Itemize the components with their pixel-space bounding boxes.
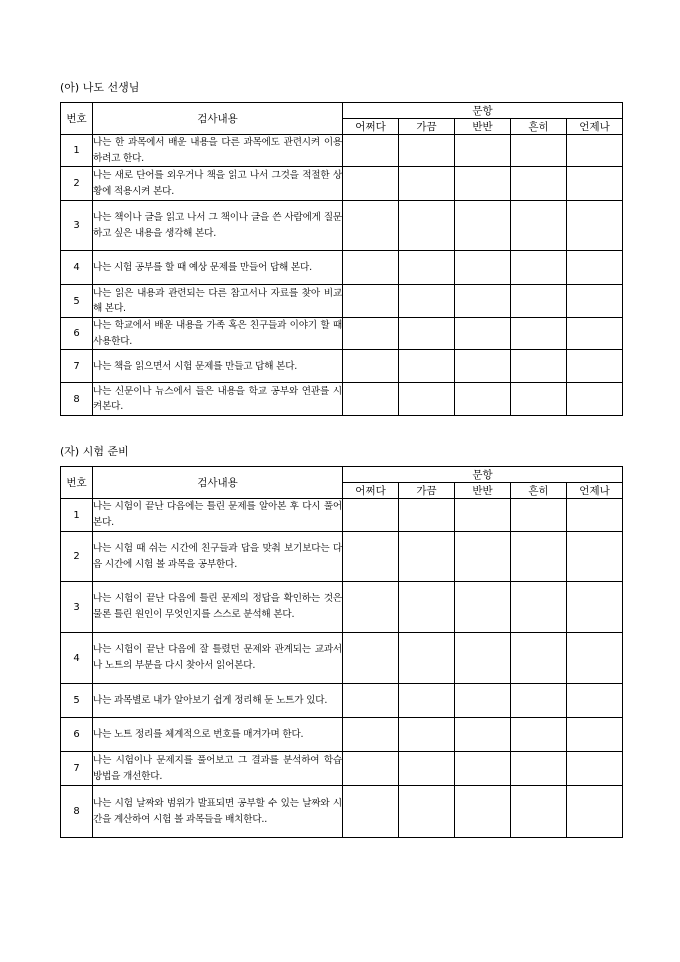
row-number: 5 xyxy=(61,684,93,718)
row-content: 나는 시험이 끝난 다음에는 틀린 문제를 알아본 후 다시 풀어 본다. xyxy=(93,499,343,532)
table-row xyxy=(61,684,623,718)
answer-cell-half[interactable] xyxy=(455,633,511,684)
row-number: 6 xyxy=(61,718,93,752)
header-option-always: 언제나 xyxy=(567,119,623,135)
answer-cell-always[interactable] xyxy=(567,285,623,318)
answer-cell-rarely[interactable] xyxy=(343,167,399,201)
row-content: 나는 시험 때 쉬는 시간에 친구들과 답을 맞춰 보기보다는 다음 시간에 시험 볼 과목을 공부한다. xyxy=(93,532,343,582)
answer-cell-always[interactable] xyxy=(567,684,623,718)
answer-cell-often[interactable] xyxy=(511,201,567,251)
row-content: 나는 시험 날짜와 범위가 발표되면 공부할 수 있는 날짜와 시간을 계산하여 시험 볼 과목들을 배치한다.. xyxy=(93,786,343,838)
section-title: (자) 시험 준비 xyxy=(60,445,129,458)
answer-cell-rarely[interactable] xyxy=(343,752,399,786)
answer-cell-always[interactable] xyxy=(567,201,623,251)
row-number: 1 xyxy=(61,499,93,532)
answer-cell-always[interactable] xyxy=(567,318,623,350)
answer-cell-often[interactable] xyxy=(511,582,567,633)
answer-cell-half[interactable] xyxy=(455,582,511,633)
header-option-sometimes: 가끔 xyxy=(399,483,455,499)
table-row xyxy=(61,135,623,167)
header-content: 검사내용 xyxy=(93,467,343,499)
answer-cell-sometimes[interactable] xyxy=(399,684,455,718)
answer-cell-always[interactable] xyxy=(567,350,623,383)
answer-cell-rarely[interactable] xyxy=(343,684,399,718)
answer-cell-half[interactable] xyxy=(455,285,511,318)
answer-cell-sometimes[interactable] xyxy=(399,135,455,167)
answer-cell-sometimes[interactable] xyxy=(399,499,455,532)
table-row xyxy=(61,285,623,318)
answer-cell-rarely[interactable] xyxy=(343,350,399,383)
answer-cell-often[interactable] xyxy=(511,383,567,416)
answer-cell-often[interactable] xyxy=(511,752,567,786)
table-row xyxy=(61,532,623,582)
answer-cell-always[interactable] xyxy=(567,499,623,532)
answer-cell-sometimes[interactable] xyxy=(399,582,455,633)
answer-cell-half[interactable] xyxy=(455,251,511,285)
answer-cell-half[interactable] xyxy=(455,201,511,251)
table-row xyxy=(61,633,623,684)
answer-cell-always[interactable] xyxy=(567,135,623,167)
section-title: (아) 나도 선생님 xyxy=(60,81,140,94)
answer-cell-rarely[interactable] xyxy=(343,633,399,684)
row-content: 나는 신문이나 뉴스에서 들은 내용을 학교 공부와 연관를 시켜본다. xyxy=(93,383,343,416)
table-row xyxy=(61,201,623,251)
row-content: 나는 시험 공부를 할 때 예상 문제를 만들어 답해 본다. xyxy=(93,251,343,285)
answer-cell-rarely[interactable] xyxy=(343,582,399,633)
answer-cell-rarely[interactable] xyxy=(343,201,399,251)
row-content: 나는 시험이 끝난 다음에 틀린 문제의 정답을 확인하는 것은 물론 틀린 원인이 무엇인지를 스스로 분석해 본다. xyxy=(93,582,343,633)
header-option-sometimes: 가끔 xyxy=(399,119,455,135)
header-items: 문항 xyxy=(343,467,623,483)
answer-cell-sometimes[interactable] xyxy=(399,786,455,838)
table-row xyxy=(61,318,623,350)
answer-cell-often[interactable] xyxy=(511,350,567,383)
answer-cell-always[interactable] xyxy=(567,167,623,201)
survey-table xyxy=(60,466,623,838)
answer-cell-rarely[interactable] xyxy=(343,135,399,167)
row-number: 3 xyxy=(61,201,93,251)
header-option-rarely: 어쩌다 xyxy=(343,483,399,499)
row-content: 나는 새로 단어를 외우거나 책을 읽고 나서 그것을 적절한 상황에 적용시켜 본다. xyxy=(93,167,343,201)
row-number: 2 xyxy=(61,167,93,201)
table-row xyxy=(61,251,623,285)
answer-cell-half[interactable] xyxy=(455,350,511,383)
answer-cell-often[interactable] xyxy=(511,718,567,752)
answer-cell-sometimes[interactable] xyxy=(399,251,455,285)
table-row xyxy=(61,752,623,786)
answer-cell-half[interactable] xyxy=(455,499,511,532)
answer-cell-sometimes[interactable] xyxy=(399,350,455,383)
section-siheom-junbi xyxy=(60,444,622,838)
answer-cell-rarely[interactable] xyxy=(343,786,399,838)
table-row xyxy=(61,383,623,416)
table-row xyxy=(61,786,623,838)
answer-cell-often[interactable] xyxy=(511,167,567,201)
header-option-always: 언제나 xyxy=(567,483,623,499)
answer-cell-always[interactable] xyxy=(567,383,623,416)
row-content: 나는 책을 읽으면서 시험 문제를 만들고 답해 본다. xyxy=(93,350,343,383)
row-number: 4 xyxy=(61,633,93,684)
row-content: 나는 시험이나 문제지를 풀어보고 그 결과를 분석하여 학습 방법을 개선한다. xyxy=(93,752,343,786)
answer-cell-always[interactable] xyxy=(567,786,623,838)
row-number: 5 xyxy=(61,285,93,318)
answer-cell-half[interactable] xyxy=(455,532,511,582)
answer-cell-half[interactable] xyxy=(455,718,511,752)
answer-cell-half[interactable] xyxy=(455,383,511,416)
answer-cell-rarely[interactable] xyxy=(343,383,399,416)
row-content: 나는 한 과목에서 배운 내용을 다른 과목에도 관련시켜 이용하려고 한다. xyxy=(93,135,343,167)
answer-cell-always[interactable] xyxy=(567,718,623,752)
answer-cell-always[interactable] xyxy=(567,532,623,582)
answer-cell-often[interactable] xyxy=(511,251,567,285)
answer-cell-sometimes[interactable] xyxy=(399,318,455,350)
answer-cell-half[interactable] xyxy=(455,135,511,167)
header-number: 번호 xyxy=(61,103,93,135)
row-content: 나는 책이나 글을 읽고 나서 그 책이나 글을 쓴 사람에게 질문하고 싶은 내용을 생각해 본다. xyxy=(93,201,343,251)
survey-table xyxy=(60,102,623,416)
section-na-do-seonsaengnim xyxy=(60,80,622,416)
row-content: 나는 노트 정리를 체계적으로 번호를 매겨가며 한다. xyxy=(93,718,343,752)
header-option-often: 흔히 xyxy=(511,119,567,135)
header-content: 검사내용 xyxy=(93,103,343,135)
answer-cell-half[interactable] xyxy=(455,786,511,838)
header-option-often: 흔히 xyxy=(511,483,567,499)
header-option-rarely: 어쩌다 xyxy=(343,119,399,135)
answer-cell-sometimes[interactable] xyxy=(399,201,455,251)
row-number: 8 xyxy=(61,383,93,416)
table-row xyxy=(61,350,623,383)
table-row xyxy=(61,718,623,752)
table-row xyxy=(61,582,623,633)
answer-cell-half[interactable] xyxy=(455,318,511,350)
row-number: 1 xyxy=(61,135,93,167)
answer-cell-always[interactable] xyxy=(567,251,623,285)
row-number: 7 xyxy=(61,752,93,786)
row-content: 나는 시험이 끝난 다음에 잘 틀렸던 문제와 관계되는 교과서나 노트의 부분을 다시 찾아서 읽어본다. xyxy=(93,633,343,684)
answer-cell-rarely[interactable] xyxy=(343,251,399,285)
answer-cell-often[interactable] xyxy=(511,499,567,532)
answer-cell-always[interactable] xyxy=(567,752,623,786)
row-content: 나는 학교에서 배운 내용을 가족 혹은 친구들과 이야기 할 때 사용한다. xyxy=(93,318,343,350)
answer-cell-often[interactable] xyxy=(511,318,567,350)
answer-cell-rarely[interactable] xyxy=(343,285,399,318)
header-number: 번호 xyxy=(61,467,93,499)
row-number: 2 xyxy=(61,532,93,582)
answer-cell-rarely[interactable] xyxy=(343,532,399,582)
answer-cell-always[interactable] xyxy=(567,582,623,633)
answer-cell-half[interactable] xyxy=(455,167,511,201)
row-number: 4 xyxy=(61,251,93,285)
answer-cell-often[interactable] xyxy=(511,135,567,167)
header-option-half: 반반 xyxy=(455,119,511,135)
answer-cell-half[interactable] xyxy=(455,752,511,786)
row-number: 8 xyxy=(61,786,93,838)
answer-cell-rarely[interactable] xyxy=(343,718,399,752)
row-number: 7 xyxy=(61,350,93,383)
answer-cell-rarely[interactable] xyxy=(343,499,399,532)
answer-cell-sometimes[interactable] xyxy=(399,752,455,786)
row-content: 나는 읽은 내용과 관련되는 다른 참고서나 자료를 찾아 비교해 본다. xyxy=(93,285,343,318)
answer-cell-always[interactable] xyxy=(567,633,623,684)
answer-cell-often[interactable] xyxy=(511,633,567,684)
answer-cell-half[interactable] xyxy=(455,684,511,718)
answer-cell-often[interactable] xyxy=(511,285,567,318)
header-option-half: 반반 xyxy=(455,483,511,499)
table-row xyxy=(61,167,623,201)
row-number: 6 xyxy=(61,318,93,350)
table-row xyxy=(61,499,623,532)
answer-cell-often[interactable] xyxy=(511,684,567,718)
answer-cell-sometimes[interactable] xyxy=(399,167,455,201)
answer-cell-sometimes[interactable] xyxy=(399,633,455,684)
answer-cell-sometimes[interactable] xyxy=(399,532,455,582)
answer-cell-rarely[interactable] xyxy=(343,318,399,350)
answer-cell-often[interactable] xyxy=(511,786,567,838)
answer-cell-often[interactable] xyxy=(511,532,567,582)
answer-cell-sometimes[interactable] xyxy=(399,718,455,752)
answer-cell-sometimes[interactable] xyxy=(399,383,455,416)
row-content: 나는 과목별로 내가 알아보기 쉽게 정리해 둔 노트가 있다. xyxy=(93,684,343,718)
row-number: 3 xyxy=(61,582,93,633)
header-items: 문항 xyxy=(343,103,623,119)
answer-cell-sometimes[interactable] xyxy=(399,285,455,318)
